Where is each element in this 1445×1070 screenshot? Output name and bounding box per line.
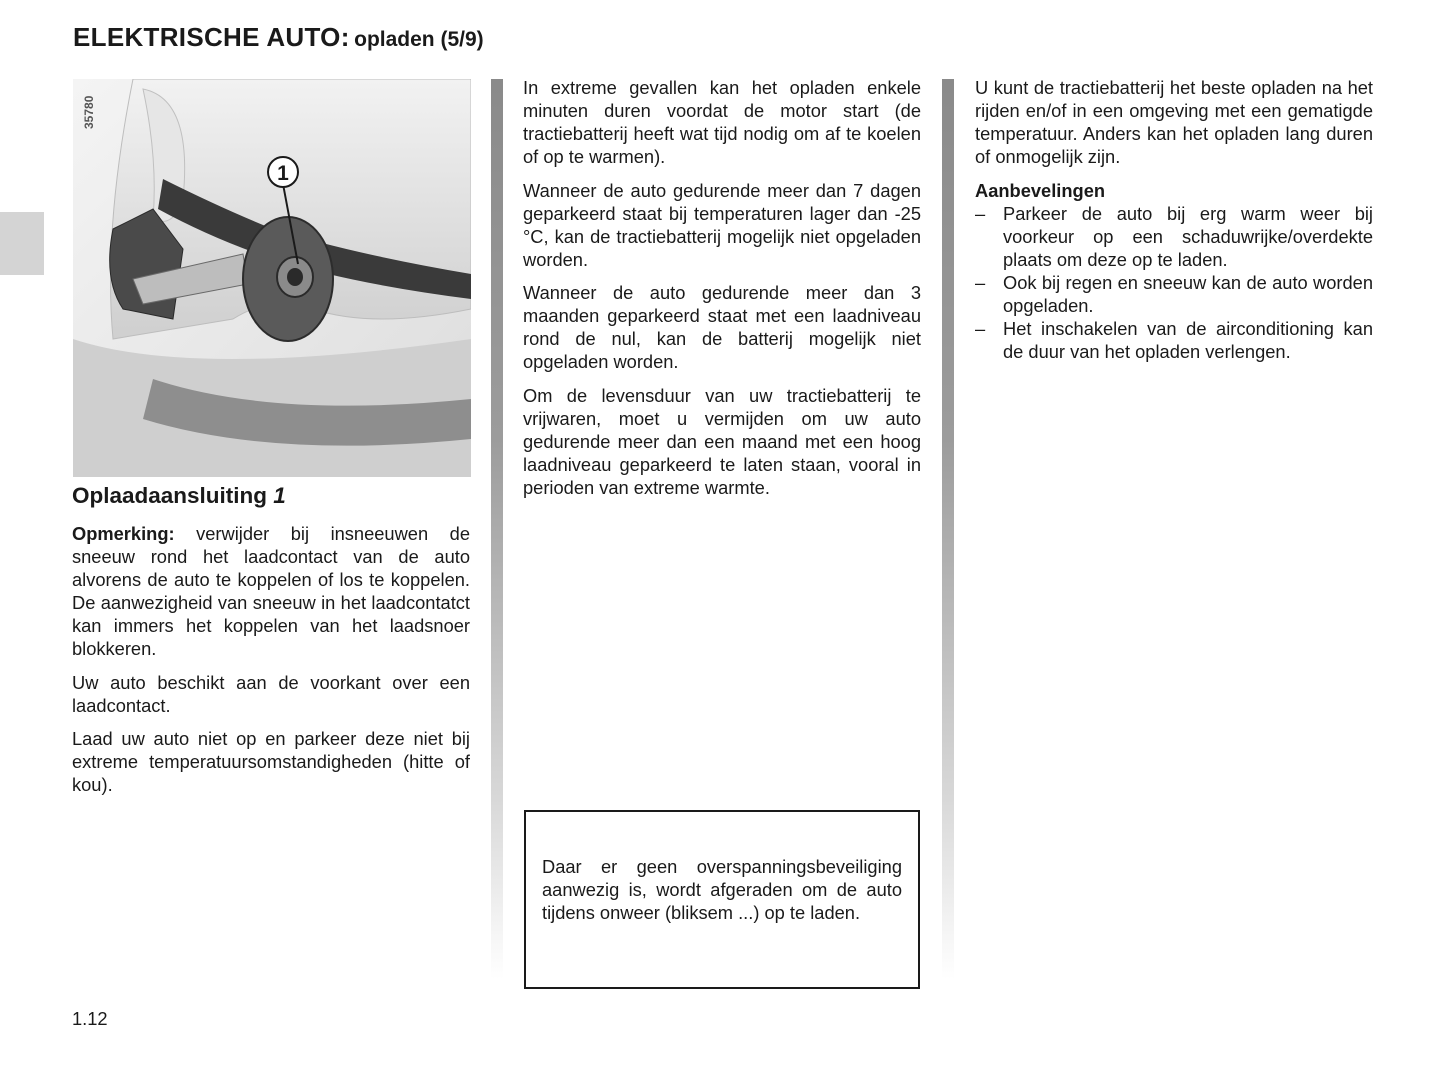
recommendations-heading: Aanbevelingen	[975, 179, 1106, 201]
list-item	[975, 202, 1373, 271]
warning-text: Daar er geen overspanningsbeveiliging aanwezig is, wordt afgeraden om de auto tijdens onweer (bliksem ...) op te laden.	[542, 856, 902, 923]
section-heading-text: Oplaadaansluiting	[72, 483, 274, 508]
list-item	[975, 271, 1373, 317]
section-heading	[72, 483, 286, 509]
charging-port-figure	[73, 79, 471, 477]
section-heading-num: 1	[273, 483, 286, 508]
page-title-main: ELEKTRISCHE AUTO:	[73, 22, 350, 52]
section-tab	[0, 212, 44, 275]
warning-box	[524, 810, 920, 989]
paragraph: Wanneer de auto gedurende meer dan 7 dagen geparkeerd staat bij temperaturen lager dan -25 °C, kan de tractiebatterij mogelijk niet opgeladen worden.	[523, 179, 921, 270]
paragraph: U kunt de tractiebatterij het beste opladen na het rijden en/of in een omgeving met een gematigde temperatuur. Anders kan het opladen lang duren of onmogelijk zijn.	[975, 77, 1373, 167]
note-text: verwijder bij insneeuwen de sneeuw rond het laadcontact van de auto alvorens de auto te koppelen of los te koppelen. De aanwezigheid van sneeuw in het laadcontatct kan immers het koppelen van het laadsnoer blokkeren.	[72, 523, 470, 659]
list-item-text: Ook bij regen en sneeuw kan de auto worden opgeladen.	[1003, 271, 1373, 316]
figure-callout: 1	[277, 162, 289, 185]
paragraph: In extreme gevallen kan het opladen enkele minuten duren voordat de motor start (de tractiebatterij heeft wat tijd nodig om af te koelen of op te warmen).	[523, 77, 921, 167]
list-item-text: Het inschakelen van de airconditioning kan de duur van het opladen verlengen.	[1003, 317, 1373, 362]
column-divider-left	[491, 79, 503, 979]
column-divider-right	[942, 79, 954, 979]
dash-bullet: –	[975, 271, 986, 293]
dash-bullet: –	[975, 202, 986, 224]
paragraph: Om de levensduur van uw tractiebatterij te vrijwaren, moet u vermijden om uw auto gedurende meer dan een maand met een hoog laadniveau geparkeerd te laten staan, vooral in perioden van extreme warmte.	[523, 384, 921, 498]
page-number: 1.12	[72, 1008, 108, 1029]
page-title-sub: opladen (5/9)	[354, 28, 484, 51]
dash-bullet: –	[975, 317, 986, 339]
column-1	[72, 522, 470, 807]
list-item-text: Parkeer de auto bij erg warm weer bij voorkeur op een schaduwrijke/overdekte plaats om deze op te laden.	[1003, 202, 1373, 270]
paragraph: Uw auto beschikt aan de voorkant over een laadcontact.	[72, 671, 470, 716]
page-title	[73, 22, 484, 53]
column-2	[523, 76, 921, 509]
figure-code: 35780	[82, 95, 96, 129]
note-paragraph	[72, 522, 470, 660]
charging-port-illustration-icon	[73, 79, 471, 477]
paragraph: Wanneer de auto gedurende meer dan 3 maanden geparkeerd staat met een laadniveau rond de nul, kan de batterij mogelijk niet opgeladen worden.	[523, 282, 921, 372]
list-item	[975, 317, 1373, 363]
note-label: Opmerking:	[72, 523, 175, 544]
column-3	[975, 76, 1373, 363]
paragraph: Laad uw auto niet op en parkeer deze niet bij extreme temperatuursomstandigheden (hitte of kou).	[72, 728, 470, 795]
recommendations-list	[975, 202, 1373, 363]
